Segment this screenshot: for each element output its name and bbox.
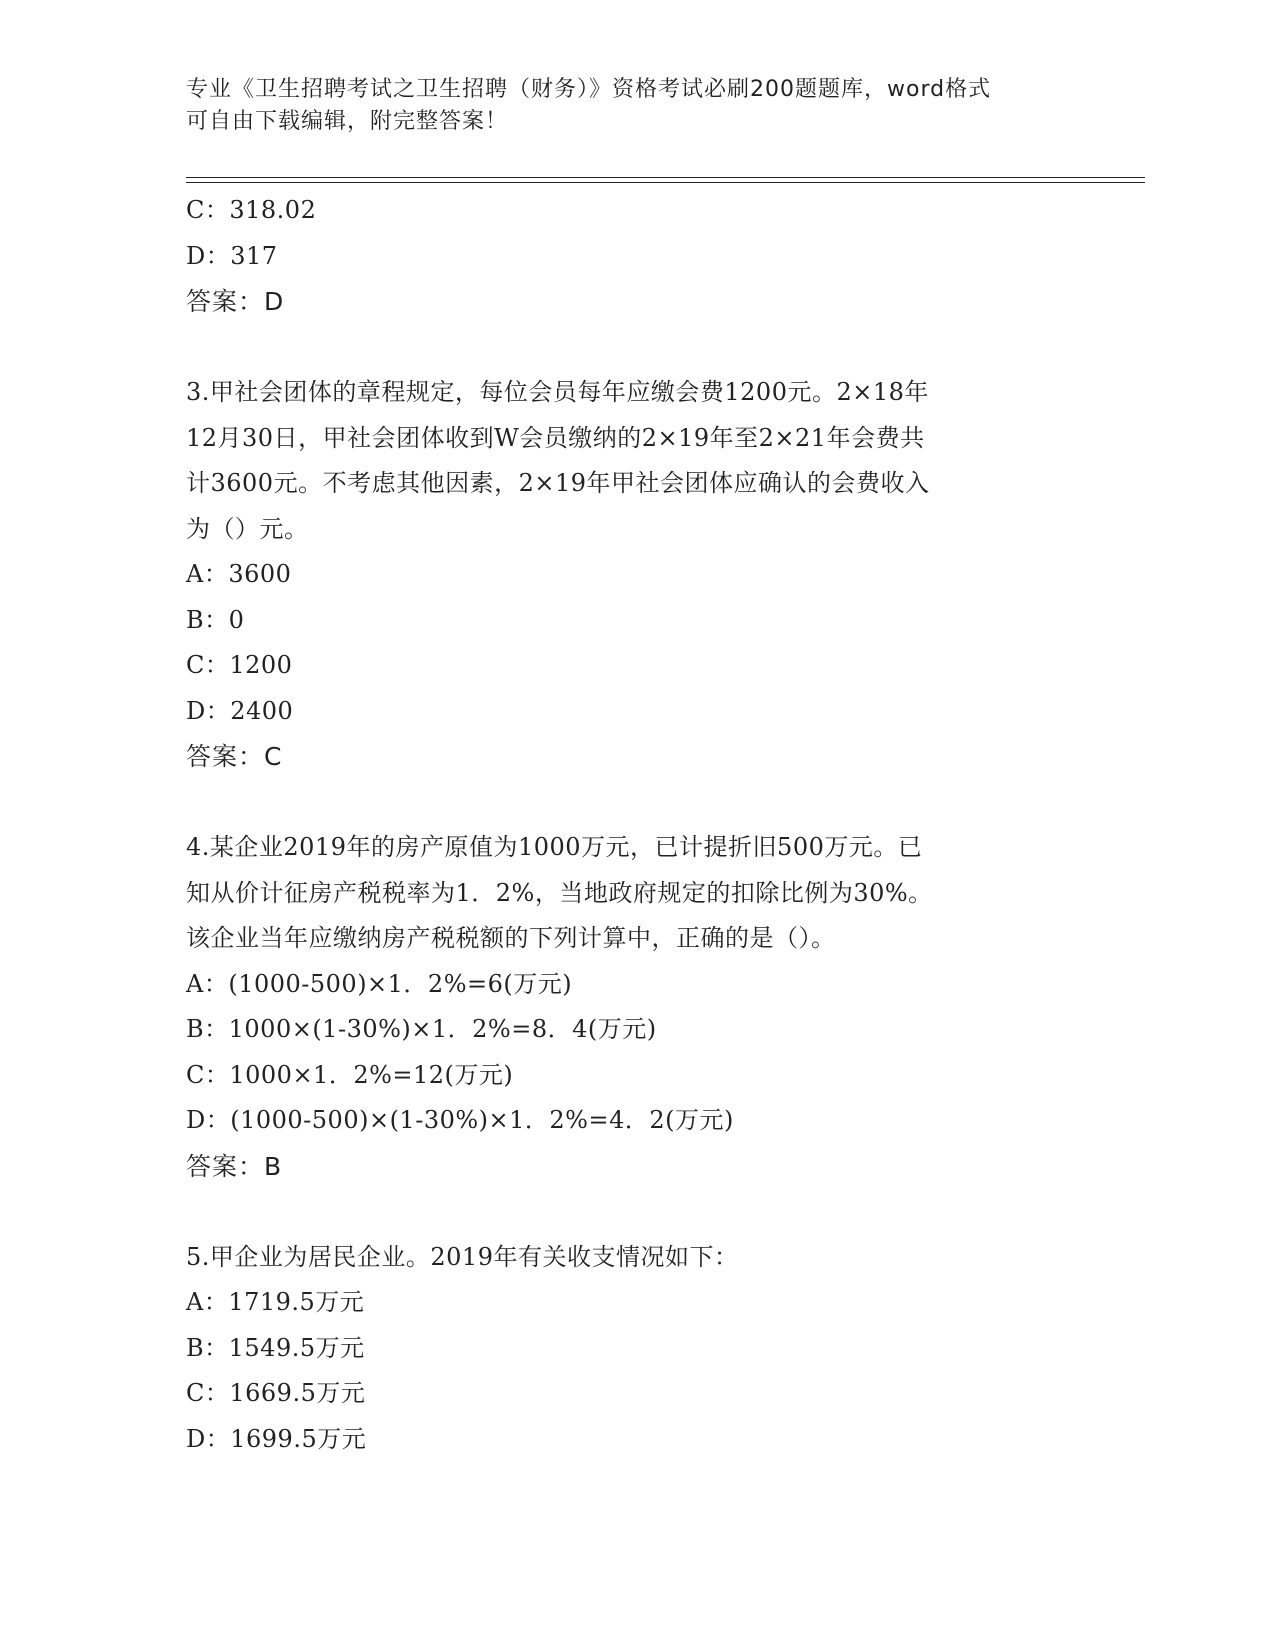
option-c: C：1200	[186, 651, 293, 679]
question-text-line: 该企业当年应缴纳房产税税额的下列计算中，正确的是（）。	[186, 924, 836, 952]
spacer	[186, 1189, 1086, 1235]
option-a: A：3600	[186, 560, 292, 588]
question-text-line: 计3600元。不考虑其他因素，2×19年甲社会团体应确认的会费收入	[186, 469, 930, 497]
question-text-line: 12月30日，甲社会团体收到W会员缴纳的2×19年至2×21年会费共	[186, 423, 925, 452]
question-4	[186, 825, 1086, 1189]
option-b: B：1000×(1-30%)×1．2%=8．4(万元)	[186, 1015, 657, 1043]
answer-line: 答案：D	[186, 287, 285, 316]
option-d: D：317	[186, 241, 278, 270]
question-3	[186, 370, 1086, 780]
option-d: D：1699.5万元	[186, 1424, 367, 1453]
question-content	[186, 188, 1086, 1462]
option-a: A：1719.5万元	[186, 1288, 365, 1316]
option-d: D：(1000-500)×(1-30%)×1．2%=4．2(万元)	[186, 1106, 734, 1134]
option-b: B：1549.5万元	[186, 1333, 365, 1362]
option-c: C：1669.5万元	[186, 1379, 366, 1407]
option-b: B：0	[186, 605, 245, 634]
header-line-1: 专业《卫生招聘考试之卫生招聘（财务）》资格考试必刷200题题库，word格式	[186, 77, 992, 102]
question-text-line: 3.甲社会团体的章程规定，每位会员每年应缴会费1200元。2×18年	[186, 378, 929, 406]
document-header	[186, 74, 1056, 138]
spacer	[186, 780, 1086, 826]
option-c: C：1000×1．2%=12(万元)	[186, 1060, 514, 1089]
header-line-2: 可自由下载编辑，附完整答案！	[186, 109, 509, 134]
option-a: A：(1000-500)×1．2%=6(万元)	[186, 969, 573, 998]
question-text-line: 知从价计征房产税税率为1．2%，当地政府规定的扣除比例为30%。	[186, 878, 933, 907]
spacer	[186, 325, 1086, 371]
answer-line: 答案：C	[186, 742, 283, 771]
answer-line: 答案：B	[186, 1151, 283, 1181]
question-text-line: 4.某企业2019年的房产原值为1000万元，已计提折旧500万元。已	[186, 833, 923, 861]
option-d: D：2400	[186, 696, 294, 725]
question-2-tail	[186, 188, 1086, 325]
question-5	[186, 1235, 1086, 1463]
question-text-line: 为（）元。	[186, 514, 309, 543]
option-c: C：318.02	[186, 196, 317, 224]
header-divider-bottom	[186, 182, 1145, 183]
header-divider-top	[186, 177, 1145, 178]
question-text-line: 5.甲企业为居民企业。2019年有关收支情况如下：	[186, 1242, 739, 1271]
